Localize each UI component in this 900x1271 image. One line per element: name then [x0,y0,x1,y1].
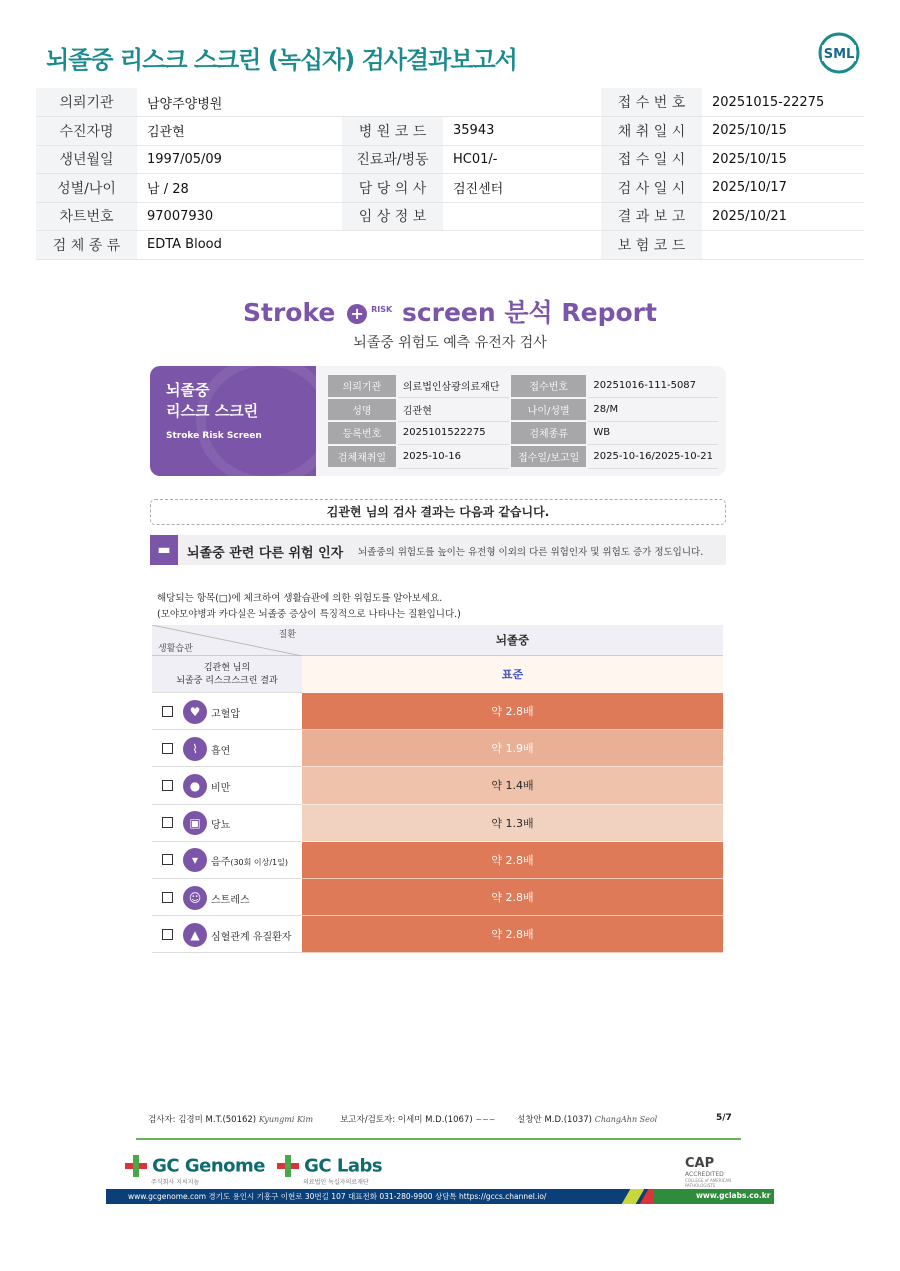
dept-value: HC01/- [443,145,601,174]
result-value: 표준 [302,656,723,693]
institution-label: 의뢰기관 [36,88,137,117]
instruction-note: (모야모야병과 카다실은 뇌졸중 증상이 특징적으로 나타나는 질환입니다.) [157,609,461,620]
cigarette-icon: ⌇ [183,737,207,761]
risk-value: 약 1.3배 [302,805,723,842]
patient-info-table [36,88,864,260]
cap-small: COLLEGE of AMERICAN PATHOLOGISTS [685,1178,732,1188]
clinical-label: 임 상 정 보 [342,202,443,231]
result-statement: 김관현 님의 검사 결과는 다음과 같습니다. [150,499,726,525]
risk-label-text: 심혈관계 유질환자 [211,931,292,943]
test-date-value: 2025/10/17 [702,174,864,203]
risk-value: 약 2.8배 [302,916,723,953]
test-info-card [150,366,726,476]
card-info-row [327,374,718,398]
collect-date-value: 2025/10/15 [702,117,864,146]
hospital-code-label: 병 원 코 드 [342,117,443,146]
risk-value: 약 2.8배 [302,879,723,916]
gc-labs-sub: 의료법인 녹십자의료재단 [303,1179,369,1186]
risk-row-label-cell [152,842,302,879]
bed-icon: ▬ [150,535,178,565]
head-icon: ☺ [183,886,207,910]
risk-checkbox[interactable] [162,892,173,903]
receive-date-value: 2025/10/15 [702,145,864,174]
risk-row-label-cell [152,805,302,842]
info-row [36,117,864,146]
hospital-code-value: 35943 [443,117,601,146]
risk-row [152,879,723,916]
risk-label [211,816,230,831]
risk-label-text: 스트레스 [211,894,250,906]
third-signature: ChangAhn Seol [594,1115,658,1124]
card-label: 검체종류 [510,421,587,445]
card-title-english: Stroke Risk Screen [166,431,262,441]
section-description: 뇌졸중의 위험도를 높이는 유전형 이외의 다른 위험인자 및 위험도 증가 정도입니다. [358,547,704,558]
risk-row-label-cell [152,730,302,767]
corner-disease-label: 질환 [278,630,296,640]
test-date-label: 검 사 일 시 [601,174,702,203]
card-label: 의뢰기관 [327,374,397,398]
risk-label-text: 비만 [211,782,231,794]
card-label: 등록번호 [327,421,397,445]
collect-date-label: 채 취 일 시 [601,117,702,146]
cap-text: CAP [685,1156,715,1171]
receipt-no-label: 접 수 번 호 [601,88,702,117]
receipt-no-value: 20251015-22275 [702,88,864,117]
heart-icon: ▲ [183,923,207,947]
risk-row-label-cell [152,767,302,804]
card-value: 2025-10-16/2025-10-21 [587,445,718,469]
card-info-row [327,398,718,422]
result-label-line1: 김관현 님의 [203,663,251,673]
glucose-meter-icon: ▣ [183,811,207,835]
info-row [36,88,864,117]
blood-pressure-icon: ♥ [183,700,207,724]
result-row-label [152,656,302,693]
specimen-label: 검 체 종 류 [36,231,137,260]
risk-label-text: 흡연 [211,745,231,757]
risk-value: 약 1.9배 [302,730,723,767]
card-value: 2025-10-16 [397,445,510,469]
risk-checkbox[interactable] [162,929,173,940]
card-label: 접수번호 [510,374,587,398]
page-title: 뇌졸중 리스크 스크린 (녹십자) 검사결과보고서 [46,46,517,74]
signature-line [148,1113,748,1125]
section-title: 뇌졸중 관련 다른 위험 인자 [187,546,344,561]
card-value: 김관현 [397,398,510,422]
risk-checkbox[interactable] [162,817,173,828]
risk-label [211,928,291,943]
divider [136,1138,741,1140]
info-row [36,145,864,174]
risk-checkbox[interactable] [162,743,173,754]
result-row [152,656,723,693]
cap-accredited-logo [685,1156,750,1186]
insurance-label: 보 험 코 드 [601,231,702,260]
gc-genome-name: GC Genome [152,1155,265,1177]
card-value: WB [587,421,718,445]
risk-row [152,916,723,953]
gc-labs-logo [277,1155,383,1186]
instruction-note: 해당되는 항목(□)에 체크하여 생활습관에 의한 위험도를 알아보세요. [157,593,443,604]
card-value: 2025101522275 [397,421,510,445]
chart-value: 97007930 [137,202,342,231]
risk-label-note: (30회 이상/1일) [230,858,288,868]
cap-sub: ACCREDITED [685,1171,724,1178]
empty-cell [342,88,443,117]
report-date-label: 결 과 보 고 [601,202,702,231]
report-title-risk: RISK [371,304,393,314]
gc-cross-icon [277,1155,299,1177]
card-label: 접수일/보고일 [510,445,587,469]
birth-value: 1997/05/09 [137,145,342,174]
card-info-row [327,445,718,469]
risk-row [152,730,723,767]
patient-label: 수진자명 [36,117,137,146]
card-info-table [326,373,718,469]
sml-logo-text: SML [823,47,855,62]
institution-value: 남양주양병원 [137,88,342,117]
examiner-text: 검사자: 김경미 M.T.(50162) [148,1115,257,1125]
info-row [36,231,864,260]
report-date-value: 2025/10/21 [702,202,864,231]
insurance-value [702,231,864,260]
report-title-screen: screen [401,298,496,327]
person-icon: ● [183,774,207,798]
sex-age-value: 남 / 28 [137,174,342,203]
footer-url: www.gclabs.co.kr [696,1191,771,1200]
risk-label [211,891,250,906]
risk-value: 약 2.8배 [302,842,723,879]
risk-checkbox[interactable] [162,780,173,791]
empty-cell [443,88,601,117]
risk-checkbox[interactable] [162,854,173,865]
report-title-rest: 분석 Report [504,298,657,327]
clinical-value [443,202,601,231]
corner-habit-label: 생활습관 [158,644,193,654]
card-value: 28/M [587,398,718,422]
reviewer-text: 보고자/검토자: 이세미 M.D.(1067) [340,1115,473,1125]
card-title-line2: 리스크 스크린 [166,402,259,420]
risk-row-label-cell [152,916,302,953]
corner-cell [152,625,302,656]
report-subtitle: 뇌졸중 위험도 예측 유전자 검사 [353,335,547,351]
gc-labs-name: GC Labs [304,1155,383,1177]
birth-label: 생년월일 [36,145,137,174]
result-label-line2: 뇌졸중 리스크스크린 결과 [176,676,278,686]
dept-label: 진료과/병동 [342,145,443,174]
risk-table-header [152,625,723,656]
footer-bar [106,1189,774,1204]
risk-value: 약 2.8배 [302,693,723,730]
card-value: 의료법인삼광의료재단 [397,374,510,398]
risk-label [211,853,288,868]
footer-contact: www.gcgenome.com 경기도 용인시 기흥구 이현로 30번길 107 대표전화 031-280-9900 상담톡 https://gccs.channel.io/ [128,1192,547,1201]
gc-genome-logo [125,1155,265,1186]
gc-genome-sub: 주식회사 지씨지놈 [151,1179,200,1186]
risk-label [211,742,230,757]
doctor-value: 검진센터 [443,174,601,203]
sex-age-label: 성별/나이 [36,174,137,203]
sml-logo [816,30,862,76]
risk-row [152,693,723,730]
card-info-row [327,421,718,445]
swirl-decoration [196,366,316,476]
receive-date-label: 접 수 일 시 [601,145,702,174]
section-header [150,535,726,565]
gc-cross-icon [125,1155,147,1177]
risk-row [152,842,723,879]
patient-value: 김관현 [137,117,342,146]
card-value: 20251016-111-5087 [587,374,718,398]
risk-label [211,779,230,794]
specimen-value: EDTA Blood [137,231,342,260]
info-row [36,174,864,203]
risk-row [152,767,723,804]
risk-row [152,805,723,842]
card-label: 검체채취일 [327,445,397,469]
card-label: 성명 [327,398,397,422]
page-number: 5/7 [716,1113,732,1123]
drink-icon: ▾ [183,848,207,872]
report-title [0,293,900,329]
risk-row-label-cell [152,693,302,730]
risk-value: 약 1.4배 [302,767,723,804]
third-signer-text: 설창안 M.D.(1037) [517,1115,592,1125]
risk-label [211,705,240,720]
risk-label-text: 음주 [211,857,231,869]
doctor-label: 담 당 의 사 [342,174,443,203]
info-row [36,202,864,231]
card-title-line1: 뇌졸중 [166,381,210,399]
risk-checkbox[interactable] [162,706,173,717]
report-title-stroke: Stroke [243,298,336,327]
examiner-signature: Kyungmi Kim [258,1115,314,1124]
disease-header: 뇌졸중 [302,625,723,656]
empty-cell [443,231,601,260]
empty-cell [342,231,443,260]
risk-label-text: 당뇨 [211,820,231,832]
card-brand-panel [150,366,316,476]
plus-icon: + [347,304,367,324]
card-label: 나이/성별 [510,398,587,422]
risk-label-text: 고혈압 [211,708,240,720]
reviewer-signature: ~~~ [475,1115,496,1124]
risk-row-label-cell [152,879,302,916]
chart-label: 차트번호 [36,202,137,231]
